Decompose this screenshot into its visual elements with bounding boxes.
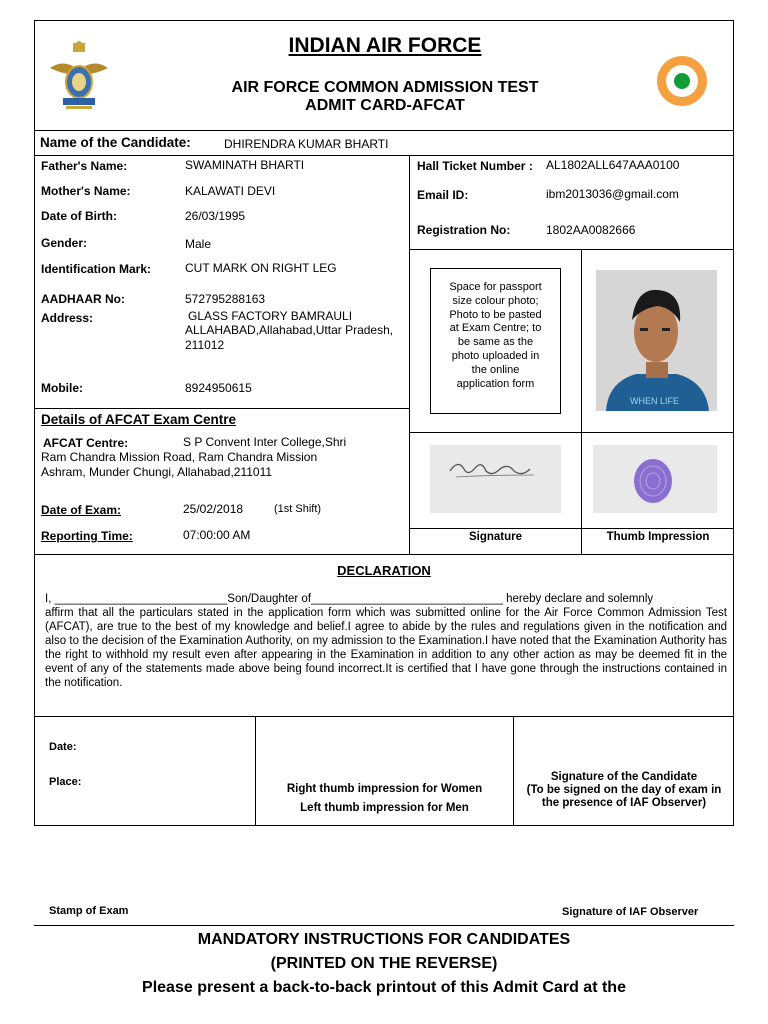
candidate-signature-note-1: (To be signed on the day of exam in (526, 784, 722, 796)
father-name-label: Father's Name: (41, 159, 128, 173)
iaf-emblem-icon (46, 40, 112, 110)
afcat-centre-line-1: S P Convent Inter College,Shri (183, 435, 347, 449)
stamp-of-exam: Stamp of Exam (49, 905, 129, 917)
aadhaar-label: AADHAAR No: (41, 292, 125, 306)
mother-name: KALAWATI DEVI (185, 184, 276, 198)
identification-mark-label: Identification Mark: (41, 262, 152, 276)
hall-ticket-label: Hall Ticket Number : (417, 159, 533, 173)
photo-instruction-line: at Exam Centre; to (449, 322, 542, 335)
afcat-centre-line-2: Ram Chandra Mission Road, Ram Chandra Mission (41, 450, 318, 464)
instructions-heading: MANDATORY INSTRUCTIONS FOR CANDIDATES (197, 931, 571, 948)
dob: 26/03/1995 (185, 209, 246, 223)
exam-date: 25/02/2018 (183, 502, 244, 516)
roundel-icon (656, 55, 708, 107)
divider (409, 528, 734, 529)
thumbprint-icon (593, 445, 717, 513)
thumb-impression-label: Thumb Impression (606, 531, 710, 543)
subtitle-admit-card: ADMIT CARD-AFCAT (305, 97, 465, 114)
divider (34, 554, 734, 555)
page-title: INDIAN AIR FORCE (288, 34, 482, 57)
iaf-emblem (46, 40, 112, 110)
exam-date-label: Date of Exam: (41, 503, 122, 517)
exam-centre-heading: Details of AFCAT Exam Centre (41, 412, 237, 427)
divider (34, 408, 409, 409)
iaf-observer-signature: Signature of IAF Observer (562, 906, 699, 918)
address-line-3: 211012 (185, 338, 225, 352)
candidate-photo (596, 270, 717, 411)
divider (409, 432, 734, 433)
declaration-line-1: I, ___________________________Son/Daughter of______________________________ hereby declare and solemnly (45, 593, 654, 605)
divider (34, 130, 734, 131)
exam-shift: (1st Shift) (274, 503, 322, 515)
reporting-time: 07:00:00 AM (183, 528, 251, 542)
gender-label: Gender: (41, 236, 88, 250)
email-label: Email ID: (417, 188, 469, 202)
footer-divider (34, 925, 734, 926)
photo-instruction-line: be same as the (457, 336, 534, 349)
date-label: Date: (49, 741, 77, 753)
identification-mark: CUT MARK ON RIGHT LEG (185, 261, 337, 275)
photo-instruction-line: Photo to be pasted (449, 308, 542, 321)
declaration-heading: DECLARATION (337, 563, 431, 578)
email: ibm2013036@gmail.com (546, 187, 679, 201)
declaration-body: affirm that all the particulars stated in the application form which was submitted online for the Air Force Common Admission Test (AFCAT), are true to the best of my knowledge and belief.I agree to abide by the rules and regulations given in the notification and also to the decision of the Examination Authority, on my admission to the Examination.I have noted that the Examination Authority has the right to withhold my result even after appearing in the Examination in addition to any other action as may be deemed fit in the event of any of the statements made above being found incorrect.It is certified that I have gone through the instructions contained in the notification. (45, 607, 727, 689)
photo-shirt-text: WHEN LIFE (630, 396, 680, 406)
dob-label: Date of Birth: (41, 209, 117, 223)
registration: 1802AA0082666 (546, 223, 636, 237)
afcat-centre-label: AFCAT Centre: (43, 436, 129, 450)
address-line-1: GLASS FACTORY BAMRAULI (188, 309, 353, 323)
divider (409, 249, 734, 250)
subtitle-exam: AIR FORCE COMMON ADMISSION TEST (231, 79, 539, 96)
photo-placeholder-text (431, 281, 560, 391)
photo-instruction-line: the online (471, 363, 520, 376)
afcat-centre-line-3: Ashram, Munder Chungi, Allahabad,211011 (41, 465, 273, 479)
thumb-men-text: Left thumb impression for Men (300, 802, 469, 814)
instructions-subheading: (PRINTED ON THE REVERSE) (270, 955, 498, 972)
registration-label: Registration No: (417, 223, 511, 237)
signature-image (430, 445, 561, 513)
address-label: Address: (41, 311, 94, 325)
candidate-photo-icon (596, 270, 717, 411)
instructions-note: Please present a back-to-back printout of this Admit Card at the (142, 979, 626, 996)
mobile: 8924950615 (185, 381, 252, 395)
photo-instruction-line: application form (456, 377, 535, 390)
candidate-signature-title: Signature of the Candidate (550, 771, 698, 783)
candidate-name-label: Name of the Candidate: (40, 135, 191, 150)
divider (34, 155, 734, 156)
signature-label: Signature (468, 531, 523, 543)
thumb-image (593, 445, 717, 513)
divider (34, 716, 734, 717)
divider (581, 249, 582, 554)
gender: Male (185, 237, 212, 251)
roundel (656, 55, 708, 107)
aadhaar: 572795288163 (185, 292, 266, 306)
address-line-2: ALLAHABAD,Allahabad,Uttar Pradesh, (185, 323, 394, 337)
mother-name-label: Mother's Name: (41, 184, 131, 198)
divider (409, 155, 410, 554)
photo-instruction-line: photo uploaded in (451, 349, 540, 362)
signature-scribble-icon (430, 445, 561, 513)
reporting-time-label: Reporting Time: (41, 529, 133, 543)
photo-instruction-line: size colour photo; (452, 294, 539, 307)
photo-instruction-line: Space for passport (449, 281, 542, 293)
mobile-label: Mobile: (41, 381, 83, 395)
thumb-women-text: Right thumb impression for Women (286, 783, 483, 795)
candidate-signature-note-2: the presence of IAF Observer) (541, 797, 707, 809)
hall-ticket: AL1802ALL647AAA0100 (546, 158, 680, 172)
candidate-name: DHIRENDRA KUMAR BHARTI (224, 137, 389, 151)
place-label: Place: (49, 776, 82, 788)
father-name: SWAMINATH BHARTI (185, 158, 305, 172)
